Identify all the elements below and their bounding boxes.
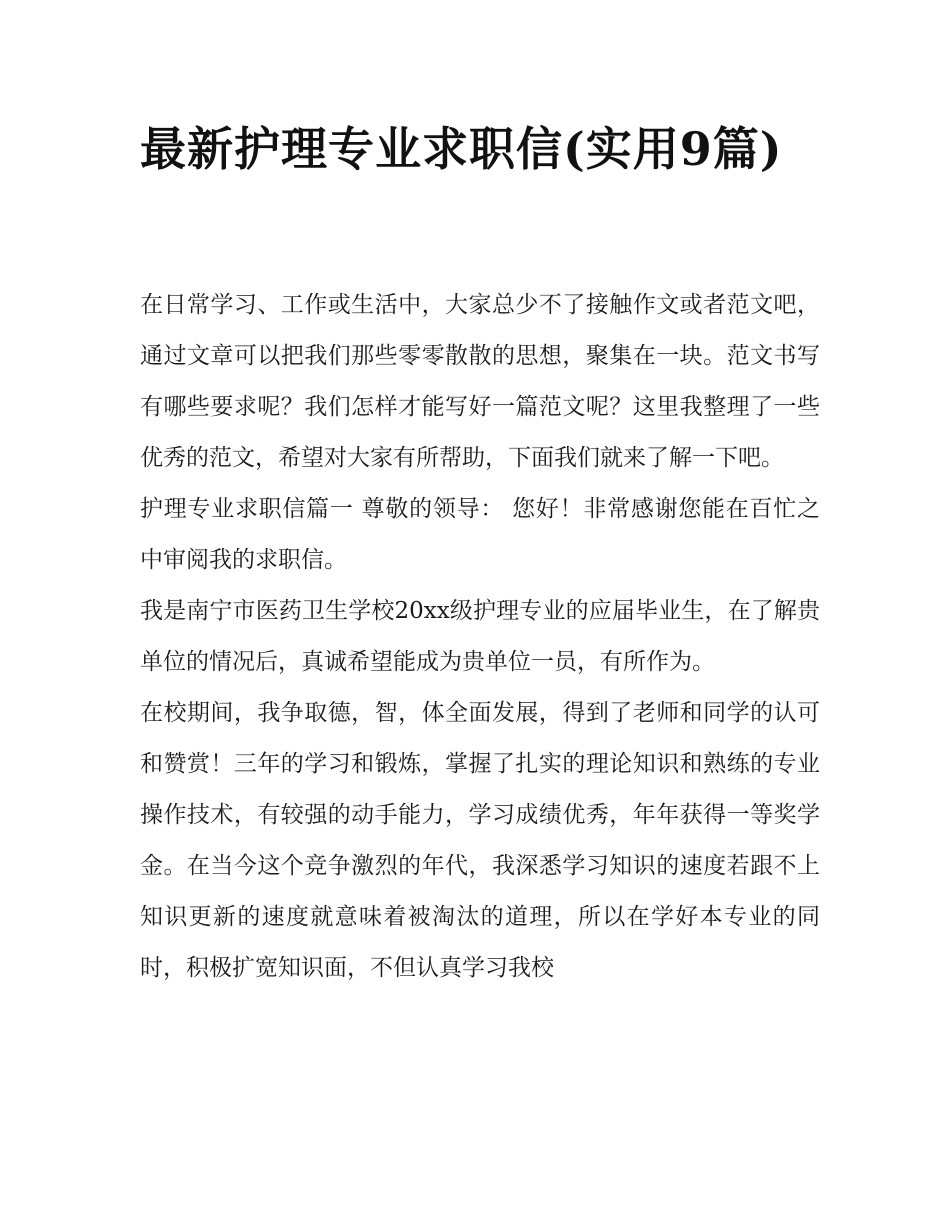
paragraph-greeting: 护理专业求职信篇一 尊敬的领导： 您好！非常感谢您能在百忙之中审阅我的求职信。 <box>140 496 820 573</box>
paragraph-intro: 在日常学习、工作或生活中，大家总少不了接触作文或者范文吧，通过文章可以把我们那些零零散散的思想，聚集在一块。范文书写有哪些要求呢？我们怎样才能写好一篇范文呢？这里我整理了一些优秀的范文，希望对大家有所帮助，下面我们就来了解一下吧。 <box>140 292 820 471</box>
paragraph-self-introduction: 我是南宁市医药卫生学校20xx级护理专业的应届毕业生，在了解贵单位的情况后，真诚希望能成为贵单位一员，有所作为。 <box>140 598 820 675</box>
document-body <box>140 280 820 994</box>
document-title: 最新护理专业求职信(实用9篇) <box>140 122 783 176</box>
paragraph-school-experience: 在校期间，我争取德，智，体全面发展，得到了老师和同学的认可和赞赏！三年的学习和锻炼，掌握了扎实的理论知识和熟练的专业操作技术，有较强的动手能力，学习成绩优秀，年年获得一等奖学金。在当今这个竞争激烈的年代，我深悉学习知识的速度若跟不上知识更新的速度就意味着被淘汰的道理，所以在学好本专业的同时，积极扩宽知识面，不但认真学习我校 <box>140 700 820 981</box>
